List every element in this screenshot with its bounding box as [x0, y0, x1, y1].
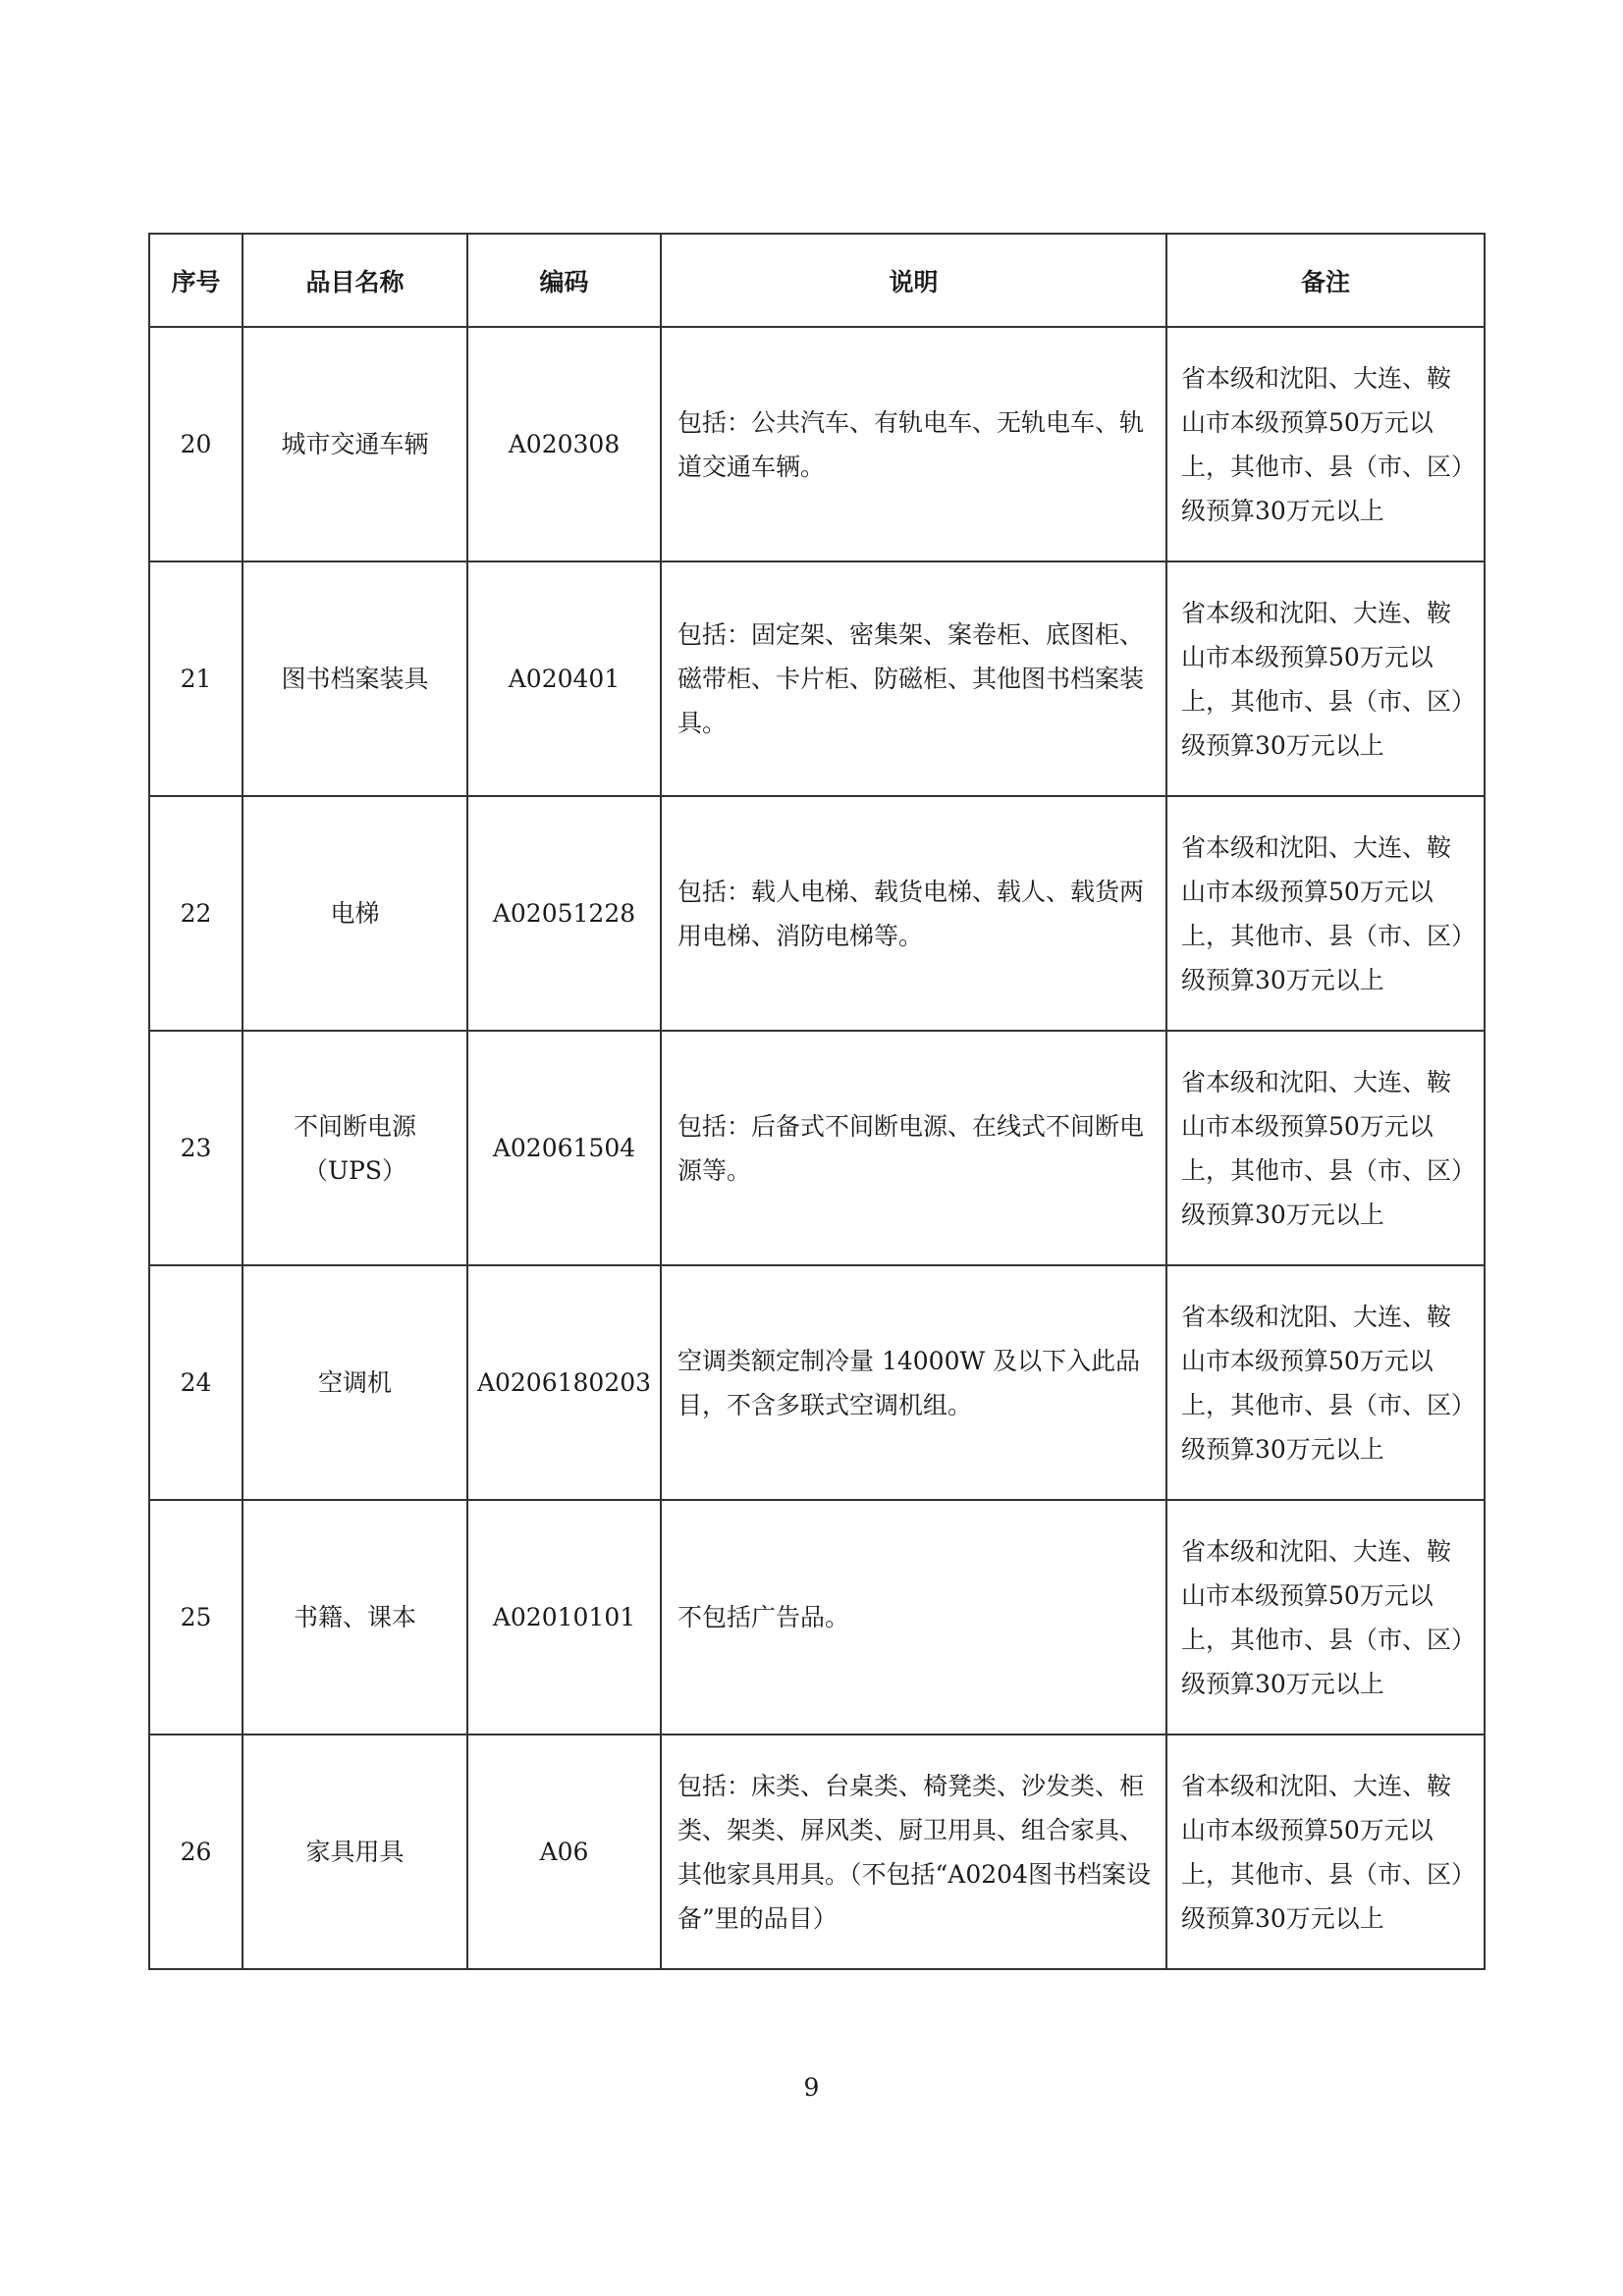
- cell-name-main: 不间断电源: [293, 1111, 416, 1141]
- header-note: 备注: [1166, 234, 1485, 327]
- cell-description: 不包括广告品。: [661, 1500, 1166, 1735]
- table-row: [149, 1735, 1485, 1969]
- table-row: [149, 561, 1485, 796]
- header-description: 说明: [661, 234, 1166, 327]
- cell-description: 包括：固定架、密集架、案卷柜、底图柜、磁带柜、卡片柜、防磁柜、其他图书档案装具。: [661, 561, 1166, 796]
- table-header-row: [149, 234, 1485, 327]
- cell-name: 图书档案装具: [243, 561, 467, 796]
- cell-name-sub: （UPS）: [302, 1155, 407, 1185]
- cell-index: 24: [149, 1265, 243, 1500]
- cell-index: 25: [149, 1500, 243, 1735]
- cell-note: 省本级和沈阳、大连、鞍山市本级预算50万元以上，其他市、县（市、区）级预算30万元以上: [1166, 796, 1485, 1031]
- table-row: [149, 327, 1485, 561]
- table-row: [149, 1500, 1485, 1735]
- cell-name: [243, 1031, 467, 1265]
- cell-index: 22: [149, 796, 243, 1031]
- cell-note: 省本级和沈阳、大连、鞍山市本级预算50万元以上，其他市、县（市、区）级预算30万元以上: [1166, 327, 1485, 561]
- cell-name: 城市交通车辆: [243, 327, 467, 561]
- header-index: 序号: [149, 234, 243, 327]
- items-table: [148, 233, 1486, 1970]
- cell-name: 电梯: [243, 796, 467, 1031]
- cell-index: 26: [149, 1735, 243, 1969]
- cell-index: 20: [149, 327, 243, 561]
- header-code: 编码: [467, 234, 661, 327]
- cell-code: A0206180203: [467, 1265, 661, 1500]
- cell-code: A020308: [467, 327, 661, 561]
- cell-code: A02061504: [467, 1031, 661, 1265]
- cell-name: 书籍、课本: [243, 1500, 467, 1735]
- cell-description: 包括：载人电梯、载货电梯、载人、载货两用电梯、消防电梯等。: [661, 796, 1166, 1031]
- cell-note: 省本级和沈阳、大连、鞍山市本级预算50万元以上，其他市、县（市、区）级预算30万元以上: [1166, 1265, 1485, 1500]
- cell-note: 省本级和沈阳、大连、鞍山市本级预算50万元以上，其他市、县（市、区）级预算30万元以上: [1166, 1031, 1485, 1265]
- cell-code: A02010101: [467, 1500, 661, 1735]
- cell-note: 省本级和沈阳、大连、鞍山市本级预算50万元以上，其他市、县（市、区）级预算30万元以上: [1166, 1500, 1485, 1735]
- cell-description: 包括：公共汽车、有轨电车、无轨电车、轨道交通车辆。: [661, 327, 1166, 561]
- page-number: 9: [803, 2073, 820, 2102]
- cell-index: 21: [149, 561, 243, 796]
- table-row: [149, 796, 1485, 1031]
- cell-note: 省本级和沈阳、大连、鞍山市本级预算50万元以上，其他市、县（市、区）级预算30万元以上: [1166, 561, 1485, 796]
- cell-code: A020401: [467, 561, 661, 796]
- table-row: [149, 1265, 1485, 1500]
- cell-description: 空调类额定制冷量 14000W 及以下入此品目，不含多联式空调机组。: [661, 1265, 1166, 1500]
- header-name: 品目名称: [243, 234, 467, 327]
- cell-code: A02051228: [467, 796, 661, 1031]
- cell-index: 23: [149, 1031, 243, 1265]
- cell-name: 空调机: [243, 1265, 467, 1500]
- cell-note: 省本级和沈阳、大连、鞍山市本级预算50万元以上，其他市、县（市、区）级预算30万元以上: [1166, 1735, 1485, 1969]
- table-row: [149, 1031, 1485, 1265]
- cell-description: 包括：床类、台桌类、椅凳类、沙发类、柜类、架类、屏风类、厨卫用具、组合家具、其他家具用具。（不包括“A0204图书档案设备”里的品目）: [661, 1735, 1166, 1969]
- cell-code: A06: [467, 1735, 661, 1969]
- cell-description: 包括：后备式不间断电源、在线式不间断电源等。: [661, 1031, 1166, 1265]
- cell-name: 家具用具: [243, 1735, 467, 1969]
